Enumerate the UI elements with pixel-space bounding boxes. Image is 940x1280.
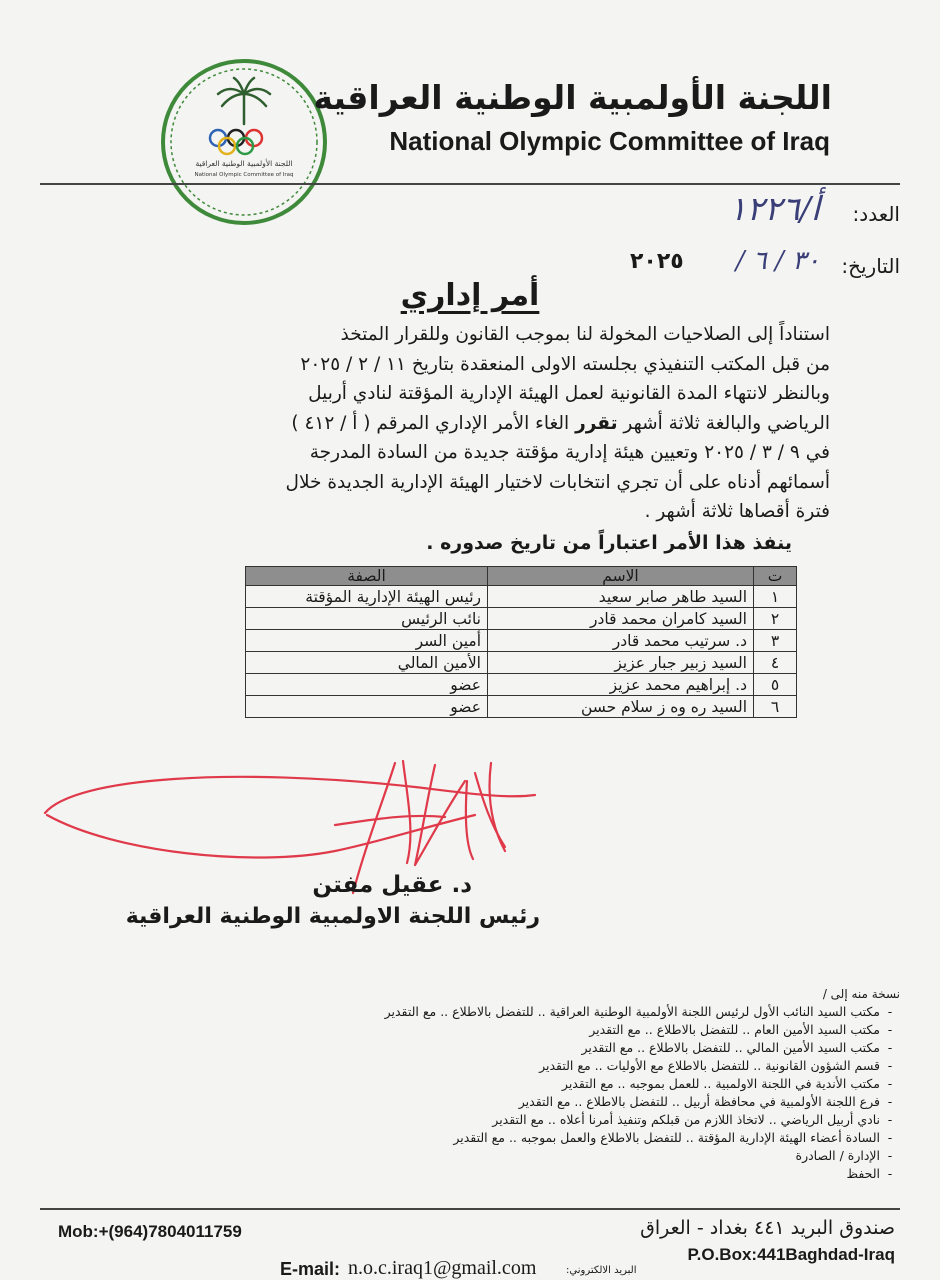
number-value: أ/١٢٢٦ — [728, 189, 820, 228]
cell-name: د. إبراهيم محمد عزيز — [488, 674, 754, 696]
table-row — [246, 630, 797, 652]
cell-name: السيد ره وه ز سلام حسن — [488, 696, 754, 718]
pobox-english: P.O.Box:441Baghdad-Iraq — [687, 1245, 895, 1264]
cell-name: السيد طاهر صابر سعيد — [488, 586, 754, 608]
list-item: -مكتب السيد الأمين المالي .. للتفضل بالاطلاع .. مع التقدير — [581, 1040, 893, 1055]
body-line: أسمائهم أدناه على أن تجري انتخابات لاختيار الهيئة الإدارية الجديدة خلال — [285, 471, 830, 493]
mobile-number: Mob:+(964)7804011759 — [58, 1222, 242, 1241]
list-item: -مكتب السيد النائب الأول لرئيس اللجنة الأولمبية الوطنية العراقية .. للتفضل بالاطلاع .. مع التقدير — [384, 1004, 893, 1019]
cell-number: ٤ — [754, 652, 797, 674]
cell-role: عضو — [246, 696, 488, 718]
email-label: E-mail: — [280, 1259, 341, 1279]
olympic-committee-logo — [160, 58, 328, 226]
cell-name: السيد كامران محمد قادر — [488, 608, 754, 630]
cell-number: ٢ — [754, 608, 797, 630]
column-header-name: الاسم — [488, 567, 754, 586]
list-item: -الحفظ — [846, 1166, 893, 1181]
date-year: ٢٠٢٥ — [630, 249, 684, 274]
table-row — [246, 696, 797, 718]
cell-number: ٦ — [754, 696, 797, 718]
order-body — [128, 320, 830, 527]
document-title: أمر إداري — [400, 278, 540, 313]
list-item: -مكتب السيد الأمين العام .. للتفضل بالاطلاع .. مع التقدير — [589, 1022, 893, 1037]
cell-role: عضو — [246, 674, 488, 696]
signer-title: رئيس اللجنة الاولمبية الوطنية العراقية — [125, 904, 540, 929]
body-line: في ٩ / ٣ / ٢٠٢٥ وتعيين هيئة إدارية مؤقتة جديدة من السادة المدرجة — [309, 442, 830, 463]
pobox-arabic: صندوق البريد ٤٤١ بغداد - العراق — [640, 1217, 895, 1239]
body-line: من قبل المكتب التنفيذي بجلسته الاولى المنعقدة بتاريخ ١١ / ٢ / ٢٠٢٥ — [300, 353, 830, 375]
list-item: -الإدارة / الصادرة — [795, 1148, 893, 1163]
cell-role: رئيس الهيئة الإدارية المؤقتة — [246, 586, 488, 608]
email-label-arabic: البريد الالكتروني: — [566, 1265, 637, 1276]
list-item: -السادة أعضاء الهيئة الإدارية المؤقتة .. للتفضل بالاطلاع والعمل بموجبه .. مع التقدير — [453, 1130, 893, 1145]
members-table — [245, 566, 797, 718]
signer-name: د. عقيل مفتن — [312, 872, 472, 898]
list-item: -نادي أربيل الرياضي .. لاتخاذ اللازم من قبلكم وتنفيذ أمرنا أعلاه .. مع التقدير — [492, 1112, 893, 1127]
copies-title: نسخة منه إلى / — [822, 987, 900, 1001]
body-line: وبالنظر لانتهاء المدة القانونية لعمل الهيئة الإدارية المؤقتة لنادي أربيل — [308, 383, 830, 404]
body-line: استناداً إلى الصلاحيات المخولة لنا بموجب القانون وللقرار المتخذ — [340, 324, 830, 345]
email-address[interactable]: n.o.c.iraq1@gmail.com — [348, 1257, 537, 1279]
cell-name: السيد زبير جبار عزيز — [488, 652, 754, 674]
svg-text:National Olympic Committee of: National Olympic Committee of Iraq — [194, 172, 294, 178]
table-row — [246, 674, 797, 696]
table-row — [246, 652, 797, 674]
body-line: فترة أقصاها ثلاثة أشهر . — [644, 501, 830, 522]
column-header-number: ت — [754, 567, 797, 586]
org-name-english: National Olympic Committee of Iraq — [389, 126, 830, 156]
column-header-role: الصفة — [246, 567, 488, 586]
table-row — [246, 608, 797, 630]
effective-note: ينفذ هذا الأمر اعتباراً من تاريخ صدوره . — [426, 532, 792, 554]
cell-number: ٥ — [754, 674, 797, 696]
list-item: -فرع اللجنة الأولمبية في محافظة أربيل .. للتفضل بالاطلاع .. مع التقدير — [518, 1094, 893, 1109]
table-row — [246, 586, 797, 608]
body-line: الرياضي والبالغة ثلاثة أشهر تقرر الغاء الأمر الإداري المرقم ( أ / ٤١٢ ) — [291, 412, 830, 434]
list-item: -مكتب الأندية في اللجنة الاولمبية .. للعمل بموجبه .. مع التقدير — [561, 1076, 893, 1091]
cell-role: أمين السر — [246, 630, 488, 652]
olympic-rings-icon — [210, 130, 271, 154]
number-label: العدد: — [852, 202, 900, 226]
copies-list — [385, 1003, 900, 1183]
header-divider — [40, 183, 900, 185]
cell-number: ١ — [754, 586, 797, 608]
list-item: -قسم الشؤون القانونية .. للتفضل بالاطلاع مع الأوليات .. مع التقدير — [539, 1058, 893, 1073]
footer-divider — [40, 1208, 900, 1210]
palm-tree-icon — [218, 78, 270, 124]
table-header-row — [246, 567, 797, 586]
cell-name: د. سرتيب محمد قادر — [488, 630, 754, 652]
org-name-arabic: اللجنة الأولمبية الوطنية العراقية — [313, 78, 832, 117]
handwritten-signature — [35, 755, 555, 905]
cell-role: الأمين المالي — [246, 652, 488, 674]
cell-role: نائب الرئيس — [246, 608, 488, 630]
svg-text:اللجنة الأولمبية الوطنية العرا: اللجنة الأولمبية الوطنية العراقية — [195, 159, 293, 168]
date-day-month: ٣٠ / ٦ / — [735, 246, 820, 276]
cell-number: ٣ — [754, 630, 797, 652]
date-label: التاريخ: — [841, 254, 900, 278]
